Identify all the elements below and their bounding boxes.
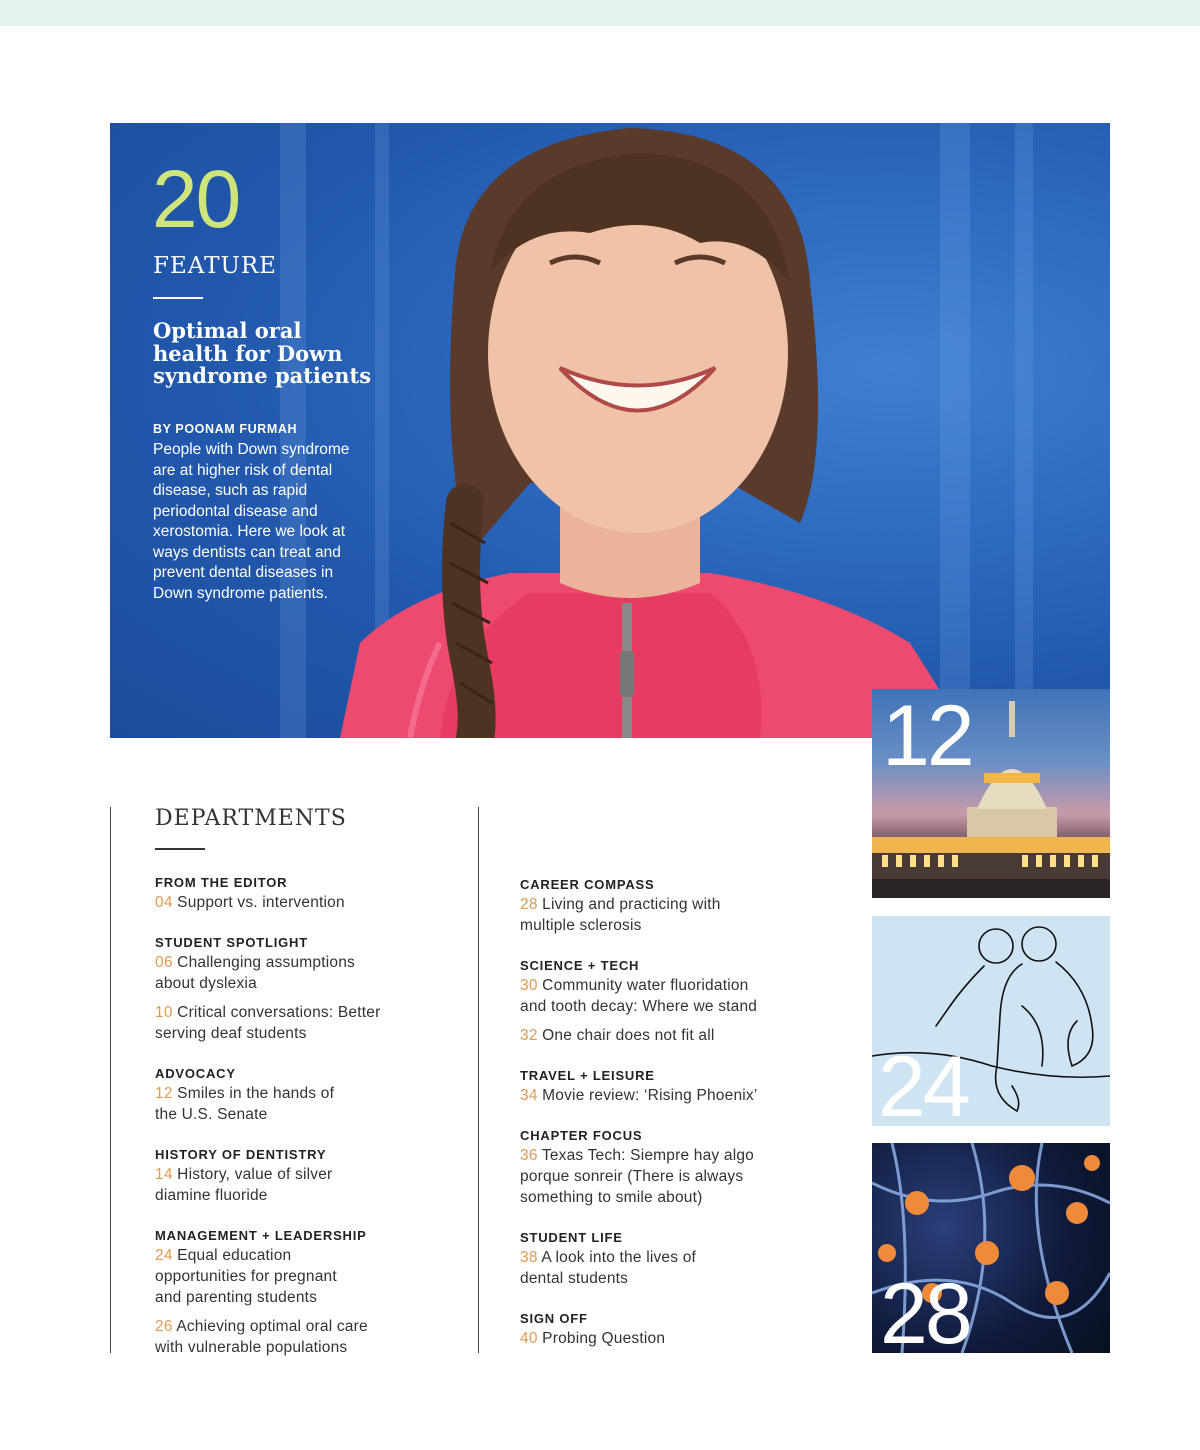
toc-entry[interactable] (155, 1316, 395, 1358)
page-number: 24 (155, 1247, 173, 1264)
thumbnail-neurons[interactable] (872, 1143, 1110, 1353)
middle-column-rule (478, 807, 479, 1353)
page-number: 28 (520, 896, 538, 913)
section-heading: TRAVEL + LEISURE (520, 1068, 655, 1083)
entry-title: Community water fluoridation and tooth decay: Where we stand (520, 977, 758, 1015)
feature-page-number: 20 (152, 154, 240, 245)
entry-title: Critical conversations: Better serving deaf students (155, 1004, 381, 1042)
section-heading: FROM THE EDITOR (155, 875, 288, 890)
departments-divider (155, 848, 205, 850)
section-heading: SIGN OFF (520, 1311, 588, 1326)
page-number: 34 (520, 1087, 538, 1104)
entry-title: Support vs. intervention (177, 894, 345, 911)
toc-entry[interactable] (520, 1145, 770, 1208)
page-number: 40 (520, 1330, 538, 1347)
entry-title: Movie review: ‘Rising Phoenix’ (542, 1087, 758, 1104)
entry-title: Equal education opportunities for pregnant and parenting students (155, 1247, 337, 1306)
toc-entry[interactable] (155, 1002, 385, 1044)
entry-title: Smiles in the hands of the U.S. Senate (155, 1085, 335, 1123)
toc-entry[interactable] (520, 1247, 730, 1289)
toc-entry[interactable] (155, 1083, 345, 1125)
entry-title: One chair does not fit all (542, 1027, 715, 1044)
page-number: 10 (155, 1004, 173, 1021)
feature-divider (153, 297, 203, 299)
feature-byline: BY POONAM FURMAH (153, 422, 298, 436)
thumbnail-page-number: 12 (882, 689, 972, 784)
feature-description: People with Down syndrome are at higher risk of dental disease, such as rapid periodontal disease and xerostomia. Here we look at ways dentists can treat and prevent dental diseases in Down syndrome patients. (153, 441, 350, 602)
section-heading: HISTORY OF DENTISTRY (155, 1147, 327, 1162)
entry-title: Achieving optimal oral care with vulnerable populations (155, 1318, 368, 1356)
toc-entry[interactable] (520, 1025, 800, 1046)
toc-entry[interactable] (520, 894, 745, 936)
entry-title: Challenging assumptions about dyslexia (155, 954, 355, 992)
toc-entry[interactable] (155, 892, 435, 913)
toc-entry[interactable] (520, 1085, 820, 1106)
toc-entry[interactable] (520, 1328, 770, 1349)
page-number: 36 (520, 1147, 538, 1164)
page-number: 32 (520, 1027, 538, 1044)
section-heading: CHAPTER FOCUS (520, 1128, 643, 1143)
entry-title: History, value of silver diamine fluoride (155, 1166, 333, 1204)
toc-entry[interactable] (155, 1164, 360, 1206)
section-heading: STUDENT SPOTLIGHT (155, 935, 308, 950)
page-number: 38 (520, 1249, 538, 1266)
entry-title: Living and practicing with multiple sclerosis (520, 896, 721, 934)
left-column-rule (110, 807, 111, 1353)
toc-entry[interactable] (520, 975, 775, 1017)
top-band (0, 0, 1200, 26)
page-number: 06 (155, 954, 173, 971)
thumbnail-line-drawing[interactable] (872, 916, 1110, 1126)
toc-entry[interactable] (155, 1245, 360, 1308)
entry-title: Probing Question (542, 1330, 666, 1347)
departments-title: DEPARTMENTS (155, 806, 347, 831)
feature-hero[interactable] (110, 123, 1110, 738)
entry-title: Texas Tech: Siempre hay algo porque sonreir (There is always something to smile about) (520, 1147, 754, 1206)
section-heading: MANAGEMENT + LEADERSHIP (155, 1228, 367, 1243)
feature-title[interactable]: Optimal oral health for Down syndrome patients (153, 318, 372, 388)
thumbnail-capitol[interactable] (872, 689, 1110, 898)
thumbnail-page-number: 28 (880, 1266, 970, 1353)
page-number: 12 (155, 1085, 173, 1102)
thumbnail-page-number: 24 (878, 1039, 968, 1126)
page-number: 14 (155, 1166, 173, 1183)
page-number: 26 (155, 1318, 173, 1335)
section-heading: CAREER COMPASS (520, 877, 655, 892)
section-heading: STUDENT LIFE (520, 1230, 623, 1245)
feature-label: FEATURE (153, 253, 277, 279)
entry-title: A look into the lives of dental students (520, 1249, 697, 1287)
page-number: 30 (520, 977, 538, 994)
page-number: 04 (155, 894, 173, 911)
section-heading: ADVOCACY (155, 1066, 236, 1081)
section-heading: SCIENCE + TECH (520, 958, 640, 973)
toc-entry[interactable] (155, 952, 385, 994)
